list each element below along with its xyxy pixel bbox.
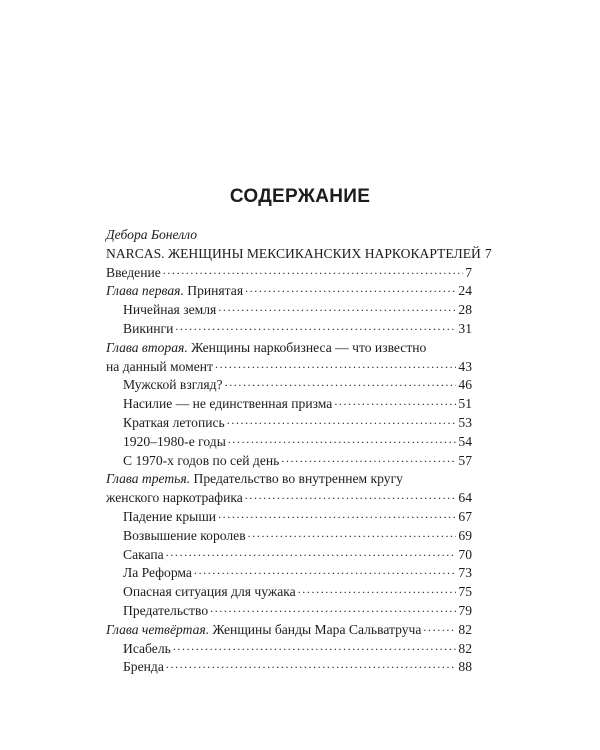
dot-leader [218,508,456,527]
toc-entry-page: 7 [484,245,492,261]
toc-entry-page: 24 [458,283,472,299]
toc-entry [106,245,492,264]
dot-leader [210,602,456,621]
toc-entry-title: Возвышение королев [123,527,246,543]
toc-entry [106,264,472,283]
toc-entry-page: 7 [465,264,472,280]
toc-subentry [106,376,472,395]
dot-leader [175,320,456,339]
page-title: СОДЕРЖАНИЕ [229,186,371,207]
chapter-prefix: Глава четвёртая. [106,621,210,637]
toc-entry-title [106,282,243,301]
dot-leader [166,658,457,677]
toc-entry-page: 82 [458,640,472,656]
toc-entry-page: 51 [458,396,472,412]
chapter-prefix: Глава третья. [106,471,191,487]
toc-entry-title: Краткая летопись [123,414,225,430]
toc-entry-page: 73 [458,565,472,581]
dot-leader [225,376,457,395]
dot-leader [163,264,463,283]
toc-subentry [106,564,472,583]
dot-leader [248,527,457,546]
toc-entry-page: 53 [458,414,472,430]
toc-entry-title-line2: на данный момент [106,358,214,374]
toc-entry-page: 54 [458,433,472,449]
dot-leader [281,452,456,471]
dot-leader [194,564,456,583]
dot-leader [245,489,457,508]
toc-entry-page: 75 [458,584,472,600]
toc-entry-page: 28 [458,302,472,318]
dot-leader [173,640,457,659]
toc-entry-page: 43 [458,358,472,374]
dot-leader [245,282,456,301]
dot-leader [334,395,456,414]
toc-subentry [106,640,472,659]
toc-chapter-entry [106,621,472,640]
dot-leader [215,358,456,377]
toc-entry-continuation [106,358,472,377]
dot-leader [298,583,457,602]
toc-entry-page: 31 [458,320,472,336]
toc-entry-title: Насилие — не единственная призма [123,396,333,412]
table-of-contents [106,226,492,677]
chapter-title: Предательство во внутреннем кругу [193,471,403,487]
toc-entry-title: Исабель [123,640,171,656]
toc-entry-title: Предательство [123,602,209,618]
toc-entry-title: Викинги [123,320,174,336]
chapter-title: Принятая [187,283,244,299]
toc-subentry [106,395,472,414]
dot-leader [166,546,457,565]
toc-entry-title: Бренда [123,659,164,675]
toc-entry-title [106,621,421,640]
toc-entry-page: 46 [458,377,472,393]
toc-entry-title: Ла Реформа [123,565,192,581]
toc-entry-title-line2: женского наркотрафика [106,490,243,506]
toc-subentry [106,546,472,565]
toc-subentry [106,602,472,621]
toc-chapter-entry [106,470,472,508]
toc-subentry [106,658,472,677]
dot-leader [227,414,457,433]
toc-entry-page: 82 [458,621,472,637]
toc-entry-page: 79 [458,602,472,618]
toc-entry-page: 57 [458,452,472,468]
toc-entry-title: Сакапа [123,546,164,562]
toc-subentry [106,301,472,320]
toc-entry-page: 69 [458,527,472,543]
toc-entry-title-line1 [106,470,472,489]
chapter-title: Женщины банды Мара Сальватруча [212,621,422,637]
toc-subentry [106,527,472,546]
dot-leader [228,433,457,452]
toc-entry-title: NARCAS. ЖЕНЩИНЫ МЕКСИКАНСКИХ НАРКОКАРТЕЛЕЙ [106,245,481,261]
toc-entry-continuation [106,489,472,508]
dot-leader [423,621,456,640]
toc-entry-page: 67 [458,508,472,524]
chapter-title: Женщины наркобизнеса — что известно [191,339,427,355]
dot-leader [218,301,456,320]
toc-entry-page: 64 [458,490,472,506]
toc-entry-page: 70 [458,546,472,562]
toc-subentry [106,414,472,433]
toc-subentry [106,452,472,471]
toc-entry-title: Мужской взгляд? [123,377,223,393]
toc-subentry [106,320,472,339]
toc-entry-title: Ничейная земля [123,302,217,318]
toc-entry-title: 1920–1980-е годы [123,433,226,449]
author-name: Дебора Бонелло [106,227,198,242]
toc-entry-title: Падение крыши [123,508,217,524]
toc-chapter-entry [106,282,472,301]
toc-subentry [106,583,472,602]
toc-chapter-entry [106,339,472,377]
toc-entry-title-line1 [106,339,472,358]
toc-entry-title: Опасная ситуация для чужака [123,584,296,600]
toc-entry-title: С 1970-х годов по сей день [123,452,280,468]
chapter-prefix: Глава вторая. [106,339,188,355]
chapter-prefix: Глава первая. [106,283,184,299]
toc-entry-title: Введение [106,264,161,280]
toc-entry-page: 88 [458,659,472,675]
toc-subentry [106,508,472,527]
toc-subentry [106,433,472,452]
